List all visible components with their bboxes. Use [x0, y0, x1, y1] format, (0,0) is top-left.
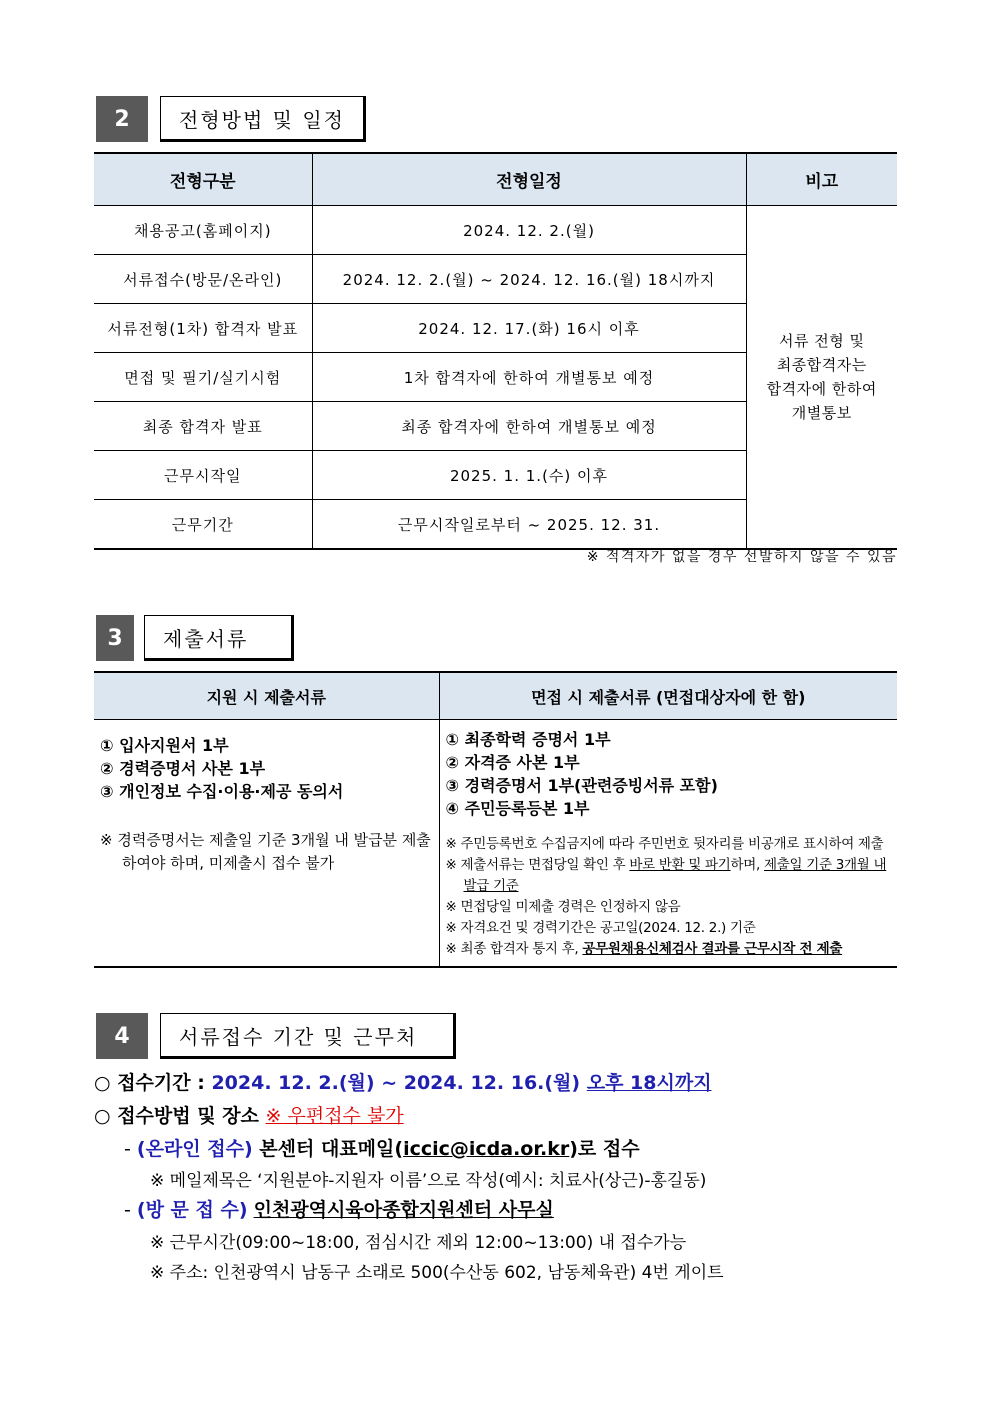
table-row	[94, 206, 897, 255]
remark-cell	[746, 206, 897, 550]
interview-notes	[446, 834, 892, 960]
note-item: ※ 자격요건 및 경력기간은 공고일(2024. 12. 2.) 기준	[445, 920, 756, 936]
list-item: ② 경력증명서 사본 1부	[100, 759, 266, 778]
list-item: ② 자격증 사본 1부	[445, 753, 580, 772]
schedule-footnote: ※ 적격자가 없을 경우 선발하지 않을 수 있음	[586, 549, 897, 565]
visit-application: - (방 문 접 수) 인천광역시육아종합지원센터 사무실	[124, 1199, 554, 1221]
row-category: 채용공고(홈페이지)	[94, 206, 312, 255]
row-category: 면접 및 필기/실기시험	[94, 353, 312, 402]
documents-table	[94, 671, 897, 968]
section-number: 4	[96, 1013, 148, 1059]
list-item: ③ 개인정보 수집·이용·제공 동의서	[100, 782, 344, 801]
note-item: ※ 면접당일 미제출 경력은 인정하지 않음	[445, 899, 681, 915]
application-period: ○ 접수기간 : 2024. 12. 2.(월) ~ 2024. 12. 16.(월) 오후 18시까지	[94, 1072, 712, 1094]
visit-note-address: ※ 주소: 인천광역시 남동구 소래로 500(수산동 602, 남동체육관) 4번 게이트	[150, 1263, 724, 1283]
list-item: ① 최종학력 증명서 1부	[445, 730, 611, 749]
row-schedule: 최종 합격자에 한하여 개별통보 예정	[312, 402, 746, 451]
row-category: 최종 합격자 발표	[94, 402, 312, 451]
row-schedule: 2024. 12. 17.(화) 16시 이후	[312, 304, 746, 353]
online-note: ※ 메일제목은 ‘지원분야-지원자 이름’으로 작성(예시: 치료사(상근)-홍길동)	[150, 1171, 707, 1191]
row-schedule: 1차 합격자에 한하여 개별통보 예정	[312, 353, 746, 402]
remark-line: 합격자에 한하여	[766, 380, 877, 398]
col-header-interview-docs: 면접 시 제출서류 (면접대상자에 한 함)	[439, 672, 897, 720]
online-application: - (온라인 접수) 본센터 대표메일(iccic@icda.or.kr)로 접수	[124, 1138, 640, 1160]
application-method: ○ 접수방법 및 장소 ※ 우편접수 불가	[94, 1105, 404, 1127]
row-schedule: 근무시작일로부터 ~ 2025. 12. 31.	[312, 500, 746, 550]
col-header-category: 전형구분	[94, 153, 312, 206]
row-category: 근무기간	[94, 500, 312, 550]
remark-line: 최종합격자는	[776, 356, 867, 374]
section-title: 전형방법 및 일정	[160, 96, 366, 142]
visit-note-hours: ※ 근무시간(09:00~18:00, 점심시간 제외 12:00~13:00) 내 접수가능	[150, 1233, 687, 1253]
list-item: ④ 주민등록등본 1부	[445, 799, 590, 818]
col-header-schedule: 전형일정	[312, 153, 746, 206]
section-4-header	[96, 1013, 456, 1059]
section-3-header	[96, 615, 294, 661]
col-header-remark: 비고	[746, 153, 897, 206]
col-header-apply-docs: 지원 시 제출서류	[94, 672, 439, 720]
row-schedule: 2024. 12. 2.(월)	[312, 206, 746, 255]
interview-docs-cell	[439, 720, 897, 968]
list-item: ③ 경력증명서 1부(관련증빙서류 포함)	[445, 776, 718, 795]
list-item: ① 입사지원서 1부	[100, 736, 229, 755]
section-2-header	[96, 96, 366, 142]
remark-line: 개별통보	[791, 404, 852, 422]
note-item: ※ 주민등록번호 수집금지에 따라 주민번호 뒷자리를 비공개로 표시하여 제출	[445, 836, 884, 852]
row-category: 근무시작일	[94, 451, 312, 500]
remark-line: 서류 전형 및	[779, 332, 865, 350]
apply-note: ※ 경력증명서는 제출일 기준 3개월 내 발급분 제출하여야 하며, 미제출시 접수 불가	[100, 831, 431, 872]
email-link[interactable]: iccic@icda.or.kr	[403, 1138, 570, 1160]
row-schedule: 2025. 1. 1.(수) 이후	[312, 451, 746, 500]
note-item: ※ 제출서류는 면접당일 확인 후 바로 반환 및 파기하며, 제출일 기준 3개월 내 발급 기준	[445, 857, 887, 894]
row-category: 서류전형(1차) 합격자 발표	[94, 304, 312, 353]
section-title: 제출서류	[144, 615, 294, 661]
row-category: 서류접수(방문/온라인)	[94, 255, 312, 304]
note-item: ※ 최종 합격자 통지 후, 공무원채용신체검사 결과를 근무시작 전 제출	[445, 941, 843, 957]
schedule-table	[94, 152, 897, 550]
apply-docs-cell	[94, 720, 439, 968]
row-schedule: 2024. 12. 2.(월) ~ 2024. 12. 16.(월) 18시까지	[312, 255, 746, 304]
section-number: 3	[96, 615, 134, 661]
section-number: 2	[96, 96, 148, 142]
section-title: 서류접수 기간 및 근무처	[160, 1013, 456, 1059]
